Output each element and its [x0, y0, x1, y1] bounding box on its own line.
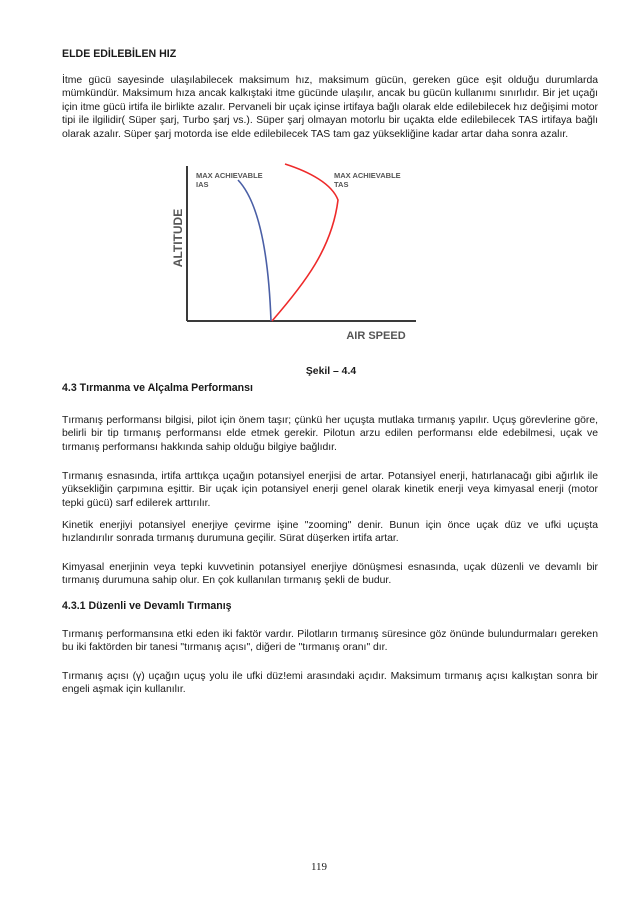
ias-curve-label-line2: IAS — [196, 180, 209, 189]
altitude-airspeed-figure — [160, 158, 422, 354]
x-axis-label: AIR SPEED — [346, 330, 406, 342]
paragraph-steady-climb: Kimyasal enerjinin veya tepki kuvvetinin potansiyel enerjiye dönüşmesi esnasında, uçak düzenli ve devamlı bir tırmanış durumuna sahip olur. En çok kullanılan tırmanış şekli de budur. — [62, 562, 598, 587]
y-axis-label: ALTITUDE — [171, 208, 185, 268]
section-4-3-1-title: 4.3.1 Düzenli ve Devamlı Tırmanış — [62, 600, 232, 612]
paragraph-two-factors: Tırmanış performansına etki eden iki faktör vardır. Pilotların tırmanış süresince göz önünde bulundurmaları gereken bu iki faktörden bir tanesi "tırmanış açısı", diğeri de "tırmanış oranı" dır. — [62, 629, 598, 654]
paragraph-climb-performance: Tırmanış performansı bilgisi, pilot için önem taşır; çünkü her uçuşta mutlaka tırmanış yapılır. Uçuş görevlerine göre, belirli bir tip tırmanış performansı elde etmek gerekir. Pilotun arzu edilen performansı elde edebilmesi, uçak ve tırmanış performansı hakkında sahip olduğu bilgiye bağlıdır. — [62, 415, 598, 453]
max-ias-curve — [238, 180, 271, 321]
page-number: 119 — [310, 861, 328, 873]
intro-paragraph: İtme gücü sayesinde ulaşılabilecek maksimum hız, maksimum gücün, gereken güce eşit olduğu durumlarda mümkündür. Maksimum hıza ancak kalkıştaki itme gücünde ulaşılır, ancak bu gücün kullanımı sınırlıdır. Bir jet uçağı için itme gücü irtifa ile birlikte azalır. Pervaneli bir uçak içinse irtifaya bağlı olarak elde edilebilecek hız değişimi motor tipi ile ilgilidir( Süper şarj, Turbo şarj vs.). Süper şarj olmayan motorlu bir uçakta elde edilebilecek TAS irtifaya bağlı olarak azalır. Süper şarj motorda ise elde edilebilecek TAS tam gaz yüksekliğine kadar artar daha sonra azalır. — [62, 75, 598, 140]
tas-curve-label-line1: MAX ACHIEVABLE — [334, 171, 401, 180]
paragraph-climb-angle: Tırmanış açısı (γ) uçağın uçuş yolu ile ufki düz!emi arasındaki açıdır. Maksimum tırmanış açısı kalkıştan sonra bir engeli aşmak için kullanılır. — [62, 671, 598, 696]
section-4-3-title: 4.3 Tırmanma ve Alçalma Performansı — [62, 382, 253, 394]
max-tas-curve — [272, 164, 338, 321]
section-title: ELDE EDİLEBİLEN HIZ — [62, 48, 177, 60]
paragraph-potential-energy: Tırmanış esnasında, irtifa arttıkça uçağın potansiyel enerjisi de artar. Potansiyel enerji, hatırlanacağı gibi ağırlık ile yüksekliğin çarpımına eşittir. Bir uçak için potansiyel enerji genel olarak kinetik enerji veya kimyasal enerji (motor tepki gücü) sarf edilerek arttırılır. — [62, 471, 598, 509]
ias-curve-label-line1: MAX ACHIEVABLE — [196, 171, 263, 180]
figure-caption: Şekil – 4.4 — [305, 366, 357, 377]
tas-curve-label-line2: TAS — [334, 180, 349, 189]
paragraph-zooming: Kinetik enerjiyi potansiyel enerjiye çevirme işine "zooming" denir. Bunun için önce uçak düz ve ufki uçuşta hızlandırılır sonrada tırmanış durumuna geçilir. Sürat düşerken irtifa artar. — [62, 520, 598, 545]
